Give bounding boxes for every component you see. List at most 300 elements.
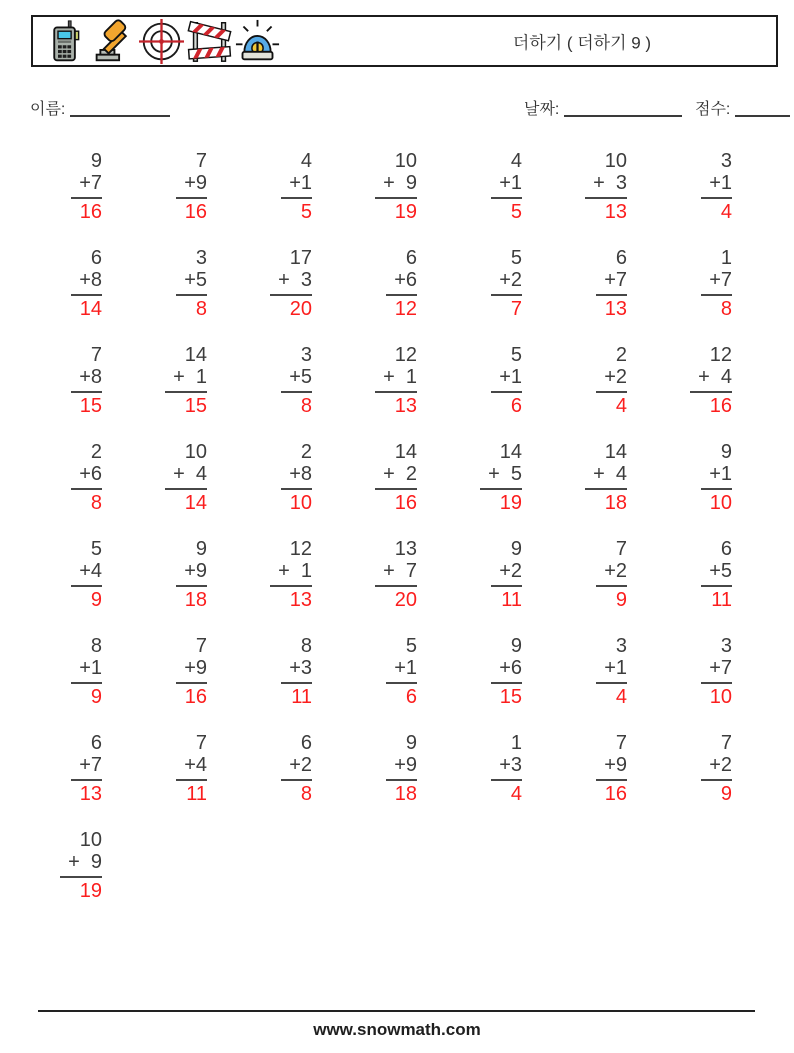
bottom-addend: 2: [615, 366, 627, 388]
top-addend: 9: [720, 441, 732, 463]
bottom-addend: 4: [195, 754, 207, 776]
plus-sign: +: [709, 560, 721, 582]
operand-row: [184, 657, 207, 679]
operand-row: [499, 560, 522, 582]
operand-row: [173, 366, 207, 388]
bottom-addend: 6: [405, 269, 417, 291]
addition-problem: [79, 441, 105, 514]
addition-problem: [278, 538, 315, 611]
top-addend: 7: [195, 150, 207, 172]
operand-row: [709, 269, 732, 291]
bottom-addend: 7: [720, 657, 732, 679]
top-addend: 7: [615, 732, 627, 754]
sum-line: [270, 585, 312, 587]
plus-sign: +: [604, 657, 616, 679]
top-addend: 9: [195, 538, 207, 560]
plus-sign: +: [173, 463, 185, 485]
plus-sign: +: [499, 657, 511, 679]
crosshair-icon: [139, 19, 184, 64]
operand-row: [709, 657, 732, 679]
operand-row: [488, 463, 522, 485]
sum-line: [690, 391, 732, 393]
plus-sign: +: [383, 366, 395, 388]
operand-row: [289, 754, 312, 776]
sum-line: [281, 682, 312, 684]
answer: 9: [720, 783, 732, 805]
answer: 6: [510, 395, 522, 417]
top-addend: 3: [615, 635, 627, 657]
plus-sign: +: [488, 463, 500, 485]
plus-sign: +: [499, 172, 511, 194]
bottom-addend: 1: [510, 366, 522, 388]
plus-sign: +: [79, 269, 91, 291]
sum-line: [281, 197, 312, 199]
addition-problem: [184, 150, 210, 223]
bottom-addend: 1: [405, 366, 417, 388]
plus-sign: +: [709, 463, 721, 485]
top-addend: 6: [405, 247, 417, 269]
plus-sign: +: [709, 269, 721, 291]
top-addend: 5: [510, 247, 522, 269]
sum-line: [386, 682, 417, 684]
bottom-addend: 3: [300, 269, 312, 291]
operand-row: [79, 172, 102, 194]
sum-line: [491, 294, 522, 296]
addition-problem: [383, 344, 420, 417]
answer: 20: [394, 589, 417, 611]
plus-sign: +: [184, 560, 196, 582]
score-label: 점수:: [695, 101, 731, 118]
operand-row: [79, 560, 102, 582]
plus-sign: +: [604, 269, 616, 291]
answer: 8: [300, 395, 312, 417]
operand-row: [604, 366, 627, 388]
addition-problem: [79, 150, 105, 223]
operand-row: [593, 172, 627, 194]
answer: 14: [184, 492, 207, 514]
sum-line: [165, 391, 207, 393]
plus-sign: +: [184, 269, 196, 291]
top-addend: 14: [394, 441, 417, 463]
plus-sign: +: [278, 560, 290, 582]
addition-problem: [499, 635, 525, 708]
top-addend: 7: [195, 635, 207, 657]
top-addend: 2: [90, 441, 102, 463]
addition-problem: [184, 732, 210, 805]
phone-icon: [43, 19, 88, 64]
top-addend: 10: [394, 150, 417, 172]
answer: 18: [604, 492, 627, 514]
bottom-addend: 1: [720, 172, 732, 194]
top-addend: 4: [510, 150, 522, 172]
sum-line: [375, 391, 417, 393]
sum-line: [491, 779, 522, 781]
bottom-addend: 7: [90, 172, 102, 194]
addition-problem: [173, 344, 210, 417]
operand-row: [79, 754, 102, 776]
answer: 6: [405, 686, 417, 708]
top-addend: 9: [510, 635, 522, 657]
plus-sign: +: [79, 172, 91, 194]
answer: 15: [184, 395, 207, 417]
answer: 13: [79, 783, 102, 805]
answer: 19: [79, 880, 102, 902]
answer: 11: [711, 589, 732, 611]
top-addend: 5: [90, 538, 102, 560]
addition-problem: [79, 635, 105, 708]
plus-sign: +: [383, 172, 395, 194]
operand-row: [709, 754, 732, 776]
top-addend: 9: [405, 732, 417, 754]
sum-line: [596, 391, 627, 393]
bottom-addend: 4: [195, 463, 207, 485]
plus-sign: +: [289, 657, 301, 679]
plus-sign: +: [593, 172, 605, 194]
top-addend: 7: [720, 732, 732, 754]
plus-sign: +: [79, 657, 91, 679]
plus-sign: +: [499, 560, 511, 582]
footer-divider: [38, 1010, 755, 1012]
plus-sign: +: [709, 172, 721, 194]
plus-sign: +: [604, 366, 616, 388]
sum-line: [71, 488, 102, 490]
answer: 7: [510, 298, 522, 320]
plus-sign: +: [68, 851, 80, 873]
answer: 4: [510, 783, 522, 805]
bottom-addend: 1: [300, 560, 312, 582]
gavel-icon: [91, 19, 136, 64]
plus-sign: +: [289, 754, 301, 776]
top-addend: 4: [300, 150, 312, 172]
plus-sign: +: [289, 366, 301, 388]
plus-sign: +: [499, 754, 511, 776]
bottom-addend: 5: [300, 366, 312, 388]
sum-line: [480, 488, 522, 490]
plus-sign: +: [604, 560, 616, 582]
addition-problem: [709, 247, 735, 320]
plus-sign: +: [383, 463, 395, 485]
top-addend: 6: [720, 538, 732, 560]
addition-problem: [383, 150, 420, 223]
sum-line: [281, 488, 312, 490]
top-addend: 3: [195, 247, 207, 269]
plus-sign: +: [79, 366, 91, 388]
answer: 8: [300, 783, 312, 805]
bottom-addend: 7: [405, 560, 417, 582]
operand-row: [79, 463, 102, 485]
sum-line: [701, 779, 732, 781]
answer: 8: [720, 298, 732, 320]
sum-line: [176, 682, 207, 684]
plus-sign: +: [79, 463, 91, 485]
bottom-addend: 1: [405, 657, 417, 679]
operand-row: [499, 172, 522, 194]
addition-problem: [394, 247, 420, 320]
addition-problem: [173, 441, 210, 514]
answer: 8: [90, 492, 102, 514]
sum-line: [701, 294, 732, 296]
answer: 10: [709, 492, 732, 514]
date-field: [524, 96, 682, 119]
sum-line: [71, 391, 102, 393]
top-addend: 12: [709, 344, 732, 366]
plus-sign: +: [184, 657, 196, 679]
operand-row: [79, 657, 102, 679]
answer: 18: [184, 589, 207, 611]
bottom-addend: 5: [720, 560, 732, 582]
top-addend: 6: [615, 247, 627, 269]
bottom-addend: 3: [510, 754, 522, 776]
operand-row: [383, 463, 417, 485]
plus-sign: +: [383, 560, 395, 582]
bottom-addend: 3: [300, 657, 312, 679]
answer: 16: [184, 686, 207, 708]
answer: 13: [604, 298, 627, 320]
bottom-addend: 1: [510, 172, 522, 194]
sum-line: [491, 197, 522, 199]
operand-row: [499, 657, 522, 679]
bottom-addend: 9: [90, 851, 102, 873]
bottom-addend: 2: [405, 463, 417, 485]
operand-row: [604, 560, 627, 582]
top-addend: 6: [300, 732, 312, 754]
addition-problem: [383, 441, 420, 514]
top-addend: 8: [300, 635, 312, 657]
addition-problem: [604, 538, 630, 611]
sum-line: [491, 391, 522, 393]
top-addend: 6: [90, 732, 102, 754]
footer-url: www.snowmath.com: [313, 1020, 481, 1039]
top-addend: 7: [90, 344, 102, 366]
top-addend: 6: [90, 247, 102, 269]
date-label: 날짜:: [524, 101, 560, 118]
top-addend: 5: [510, 344, 522, 366]
top-addend: 7: [195, 732, 207, 754]
plus-sign: +: [394, 657, 406, 679]
addition-problem: [289, 732, 315, 805]
addition-problem: [79, 344, 105, 417]
answer: 15: [79, 395, 102, 417]
answer: 5: [300, 201, 312, 223]
addition-problem: [604, 247, 630, 320]
addition-problem: [289, 344, 315, 417]
answer: 18: [394, 783, 417, 805]
bottom-addend: 1: [615, 657, 627, 679]
top-addend: 17: [289, 247, 312, 269]
score-input-line: [735, 101, 790, 117]
operand-row: [278, 560, 312, 582]
answer: 16: [709, 395, 732, 417]
answer: 14: [79, 298, 102, 320]
operand-row: [383, 560, 417, 582]
bottom-addend: 9: [615, 754, 627, 776]
operand-row: [79, 269, 102, 291]
top-addend: 12: [289, 538, 312, 560]
answer: 4: [615, 395, 627, 417]
plus-sign: +: [173, 366, 185, 388]
date-input-line: [564, 101, 682, 117]
top-addend: 1: [720, 247, 732, 269]
sum-line: [596, 294, 627, 296]
answer: 10: [709, 686, 732, 708]
operand-row: [184, 269, 207, 291]
plus-sign: +: [394, 754, 406, 776]
top-addend: 3: [300, 344, 312, 366]
answer: 13: [289, 589, 312, 611]
operand-row: [394, 754, 417, 776]
top-addend: 10: [184, 441, 207, 463]
addition-problem: [709, 150, 735, 223]
answer: 9: [615, 589, 627, 611]
addition-problem: [184, 247, 210, 320]
addition-problem: [604, 344, 630, 417]
sum-line: [60, 876, 102, 878]
sum-line: [596, 585, 627, 587]
sum-line: [375, 197, 417, 199]
bottom-addend: 9: [195, 657, 207, 679]
bottom-addend: 9: [195, 560, 207, 582]
name-field: [30, 96, 170, 119]
sum-line: [176, 585, 207, 587]
sum-line: [375, 585, 417, 587]
top-addend: 10: [604, 150, 627, 172]
barrier-icon: [187, 19, 232, 64]
operand-row: [278, 269, 312, 291]
answer: 4: [615, 686, 627, 708]
bottom-addend: 9: [405, 754, 417, 776]
operand-row: [383, 366, 417, 388]
bottom-addend: 5: [510, 463, 522, 485]
plus-sign: +: [499, 269, 511, 291]
bottom-addend: 4: [615, 463, 627, 485]
operand-row: [184, 560, 207, 582]
addition-problem: [709, 441, 735, 514]
top-addend: 9: [90, 150, 102, 172]
top-addend: 5: [405, 635, 417, 657]
operand-row: [604, 754, 627, 776]
addition-problem: [499, 344, 525, 417]
sum-line: [71, 779, 102, 781]
sum-line: [375, 488, 417, 490]
sum-line: [491, 682, 522, 684]
plus-sign: +: [278, 269, 290, 291]
answer: 16: [394, 492, 417, 514]
sum-line: [71, 294, 102, 296]
sum-line: [701, 585, 732, 587]
operand-row: [604, 269, 627, 291]
bottom-addend: 7: [720, 269, 732, 291]
sum-line: [71, 585, 102, 587]
sum-line: [701, 488, 732, 490]
bottom-addend: 6: [90, 463, 102, 485]
operand-row: [709, 463, 732, 485]
operand-row: [394, 657, 417, 679]
top-addend: 3: [720, 150, 732, 172]
operand-row: [593, 463, 627, 485]
answer: 12: [394, 298, 417, 320]
top-addend: 14: [499, 441, 522, 463]
addition-problem: [709, 538, 735, 611]
bottom-addend: 8: [90, 269, 102, 291]
bottom-addend: 7: [90, 754, 102, 776]
operand-row: [289, 463, 312, 485]
worksheet-title: 더하기 ( 더하기 9 ): [512, 33, 652, 53]
sum-line: [701, 197, 732, 199]
sum-line: [165, 488, 207, 490]
answer: 13: [394, 395, 417, 417]
header: [31, 15, 778, 67]
bottom-addend: 7: [615, 269, 627, 291]
siren-icon: [235, 19, 280, 64]
sum-line: [386, 779, 417, 781]
answer: 9: [90, 686, 102, 708]
answer: 19: [394, 201, 417, 223]
addition-problem: [499, 732, 525, 805]
operand-row: [68, 851, 102, 873]
addition-problem: [383, 538, 420, 611]
sum-line: [491, 585, 522, 587]
answer: 15: [499, 686, 522, 708]
operand-row: [698, 366, 732, 388]
operand-row: [79, 366, 102, 388]
operand-row: [184, 754, 207, 776]
name-label: 이름:: [30, 101, 66, 118]
answer: 10: [289, 492, 312, 514]
name-input-line: [70, 101, 170, 117]
sum-line: [176, 779, 207, 781]
bottom-addend: 1: [195, 366, 207, 388]
addition-problem: [68, 829, 105, 902]
operand-row: [499, 754, 522, 776]
top-addend: 2: [615, 344, 627, 366]
answer: 8: [195, 298, 207, 320]
top-addend: 10: [79, 829, 102, 851]
sum-line: [585, 197, 627, 199]
operand-row: [289, 657, 312, 679]
sum-line: [176, 294, 207, 296]
sum-line: [71, 682, 102, 684]
sum-line: [701, 682, 732, 684]
problems-grid: [0, 150, 735, 902]
bottom-addend: 6: [510, 657, 522, 679]
bottom-addend: 2: [720, 754, 732, 776]
plus-sign: +: [184, 172, 196, 194]
sum-line: [176, 197, 207, 199]
bottom-addend: 2: [510, 560, 522, 582]
plus-sign: +: [79, 560, 91, 582]
operand-row: [709, 560, 732, 582]
answer: 16: [79, 201, 102, 223]
bottom-addend: 9: [405, 172, 417, 194]
plus-sign: +: [709, 754, 721, 776]
bottom-addend: 8: [90, 366, 102, 388]
bottom-addend: 2: [510, 269, 522, 291]
operand-row: [709, 172, 732, 194]
addition-problem: [79, 247, 105, 320]
operand-row: [289, 366, 312, 388]
answer: 16: [184, 201, 207, 223]
bottom-addend: 3: [615, 172, 627, 194]
answer: 20: [289, 298, 312, 320]
top-addend: 13: [394, 538, 417, 560]
addition-problem: [79, 538, 105, 611]
addition-problem: [499, 247, 525, 320]
addition-problem: [184, 635, 210, 708]
answer: 9: [90, 589, 102, 611]
bottom-addend: 9: [195, 172, 207, 194]
answer: 16: [604, 783, 627, 805]
addition-problem: [289, 635, 315, 708]
